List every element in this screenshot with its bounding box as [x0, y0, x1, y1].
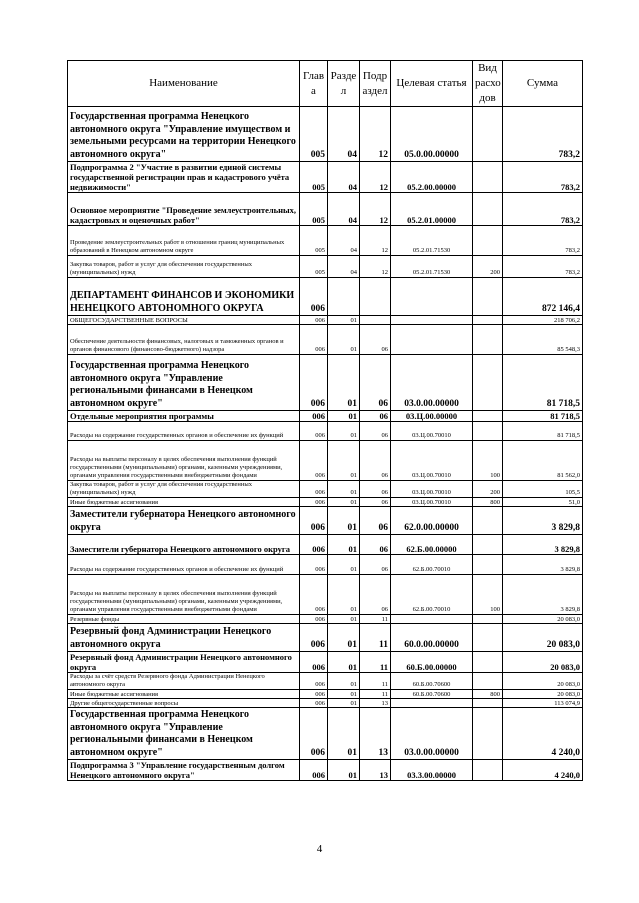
cell-rz: 01 — [328, 422, 360, 441]
cell-sum: 81 718,5 — [503, 422, 583, 441]
cell-pr — [360, 278, 391, 316]
cell-name: Расходы на содержание государственных органов и обеспечение их функций — [68, 555, 300, 575]
cell-cs — [391, 699, 473, 708]
table-row — [68, 708, 583, 760]
cell-gl: 006 — [300, 624, 328, 652]
cell-pr: 06 — [360, 498, 391, 507]
cell-name: Заместители губернатора Ненецкого автономного округа — [68, 507, 300, 535]
table-row — [68, 535, 583, 555]
cell-pr: 12 — [360, 256, 391, 278]
table-row — [68, 673, 583, 690]
cell-vr — [473, 624, 503, 652]
cell-rz: 01 — [328, 355, 360, 411]
cell-pr: 06 — [360, 441, 391, 481]
cell-vr — [473, 411, 503, 422]
header-name: Наименование — [68, 61, 300, 107]
cell-vr — [473, 193, 503, 226]
cell-pr: 11 — [360, 615, 391, 624]
cell-name: Другие общегосударственные вопросы — [68, 699, 300, 708]
cell-name: Основное мероприятие "Проведение землеустроительных, кадастровых и оценочных работ" — [68, 193, 300, 226]
cell-sum: 783,2 — [503, 162, 583, 193]
cell-gl: 005 — [300, 256, 328, 278]
cell-rz: 01 — [328, 690, 360, 699]
cell-sum: 20 083,0 — [503, 615, 583, 624]
table-row — [68, 256, 583, 278]
cell-name: Государственная программа Ненецкого автономного округа "Управление региональными финансами в Ненецком автономном округе" — [68, 708, 300, 760]
cell-vr — [473, 162, 503, 193]
table-header-row — [68, 61, 583, 107]
table-row — [68, 422, 583, 441]
cell-gl: 005 — [300, 193, 328, 226]
table-row — [68, 498, 583, 507]
cell-vr — [473, 226, 503, 256]
cell-name: Закупка товаров, работ и услуг для обеспечения государственных (муниципальных) нужд — [68, 481, 300, 498]
table-row — [68, 278, 583, 316]
cell-sum: 783,2 — [503, 107, 583, 162]
cell-cs: 03.Ц.00.70010 — [391, 422, 473, 441]
cell-cs — [391, 325, 473, 355]
cell-rz: 01 — [328, 708, 360, 760]
cell-vr — [473, 760, 503, 781]
cell-pr: 12 — [360, 162, 391, 193]
header-vid: Вид расхо дов — [473, 61, 503, 107]
cell-vr — [473, 278, 503, 316]
cell-rz: 01 — [328, 624, 360, 652]
cell-vr: 100 — [473, 575, 503, 615]
cell-name: Расходы на выплаты персоналу в целях обеспечения выполнения функций государственными (муниципальными) органами, казенными учреждениями, органами управления государственными внебюджетными фондами — [68, 575, 300, 615]
cell-sum: 3 829,8 — [503, 575, 583, 615]
cell-name: Государственная программа Ненецкого автономного округа "Управление региональными финансами в Ненецком автономном округе" — [68, 355, 300, 411]
header-glava: Глав а — [300, 61, 328, 107]
cell-rz: 01 — [328, 555, 360, 575]
cell-pr: 06 — [360, 422, 391, 441]
cell-gl: 006 — [300, 690, 328, 699]
cell-cs: 60.Б.00.00000 — [391, 652, 473, 673]
cell-rz — [328, 278, 360, 316]
cell-rz: 01 — [328, 699, 360, 708]
header-podrazdel: Подр аздел — [360, 61, 391, 107]
cell-cs: 05.2.01.00000 — [391, 193, 473, 226]
cell-name: Расходы на содержание государственных органов и обеспечение их функций — [68, 422, 300, 441]
cell-name: Проведение землеустроительных работ в отношении границ муниципальных образований в Ненецком автономном округе — [68, 226, 300, 256]
table-row — [68, 624, 583, 652]
table-row — [68, 316, 583, 325]
cell-name: Закупка товаров, работ и услуг для обеспечения государственных (муниципальных) нужд — [68, 256, 300, 278]
cell-rz: 01 — [328, 498, 360, 507]
cell-name: ДЕПАРТАМЕНТ ФИНАНСОВ И ЭКОНОМИКИ НЕНЕЦКОГО АВТОНОМНОГО ОКРУГА — [68, 278, 300, 316]
cell-sum: 783,2 — [503, 256, 583, 278]
cell-rz: 04 — [328, 107, 360, 162]
cell-cs: 03.Ц.00.70010 — [391, 498, 473, 507]
cell-cs — [391, 615, 473, 624]
cell-sum: 81 562,0 — [503, 441, 583, 481]
table-row — [68, 699, 583, 708]
cell-gl: 006 — [300, 615, 328, 624]
cell-name: ОБЩЕГОСУДАРСТВЕННЫЕ ВОПРОСЫ — [68, 316, 300, 325]
cell-gl: 006 — [300, 481, 328, 498]
cell-pr: 06 — [360, 535, 391, 555]
cell-sum: 81 718,5 — [503, 355, 583, 411]
header-target: Целевая статья — [391, 61, 473, 107]
cell-name: Заместители губернатора Ненецкого автономного округа — [68, 535, 300, 555]
cell-sum: 20 083,0 — [503, 624, 583, 652]
cell-cs — [391, 316, 473, 325]
table-row — [68, 355, 583, 411]
cell-gl: 006 — [300, 325, 328, 355]
cell-pr: 11 — [360, 624, 391, 652]
cell-rz: 01 — [328, 411, 360, 422]
cell-pr: 13 — [360, 760, 391, 781]
cell-cs: 05.0.00.00000 — [391, 107, 473, 162]
cell-rz: 01 — [328, 615, 360, 624]
cell-rz: 01 — [328, 535, 360, 555]
table-row — [68, 162, 583, 193]
cell-sum: 51,0 — [503, 498, 583, 507]
cell-gl: 006 — [300, 355, 328, 411]
cell-cs: 60.0.00.00000 — [391, 624, 473, 652]
cell-vr — [473, 673, 503, 690]
cell-name: Резервные фонды — [68, 615, 300, 624]
cell-gl: 006 — [300, 422, 328, 441]
cell-pr: 06 — [360, 481, 391, 498]
cell-gl: 006 — [300, 699, 328, 708]
table-row — [68, 226, 583, 256]
cell-sum: 20 083,0 — [503, 673, 583, 690]
cell-name: Подпрограмма 3 "Управление государственным долгом Ненецкого автономного округа" — [68, 760, 300, 781]
table-row — [68, 652, 583, 673]
cell-name: Расходы за счёт средств Резервного фонда Администрации Ненецкого автономного округа — [68, 673, 300, 690]
cell-cs: 62.Б.00.70010 — [391, 555, 473, 575]
cell-cs: 62.Б.00.00000 — [391, 535, 473, 555]
header-sum: Сумма — [503, 61, 583, 107]
table-row — [68, 690, 583, 699]
cell-cs: 03.Ц.00.70010 — [391, 441, 473, 481]
cell-gl: 006 — [300, 316, 328, 325]
cell-rz: 04 — [328, 193, 360, 226]
cell-vr: 800 — [473, 690, 503, 699]
cell-sum: 20 083,0 — [503, 690, 583, 699]
cell-sum: 783,2 — [503, 193, 583, 226]
cell-gl: 006 — [300, 708, 328, 760]
cell-pr: 12 — [360, 193, 391, 226]
cell-rz: 01 — [328, 760, 360, 781]
cell-pr: 11 — [360, 690, 391, 699]
cell-vr — [473, 535, 503, 555]
cell-pr — [360, 316, 391, 325]
cell-name: Резервный фонд Администрации Ненецкого автономного округа — [68, 624, 300, 652]
table-row — [68, 325, 583, 355]
cell-vr — [473, 107, 503, 162]
cell-pr: 06 — [360, 411, 391, 422]
cell-cs: 03.0.00.00000 — [391, 708, 473, 760]
cell-pr: 06 — [360, 325, 391, 355]
cell-cs: 05.2.01.71530 — [391, 256, 473, 278]
page-number: 4 — [316, 843, 323, 855]
cell-sum: 105,5 — [503, 481, 583, 498]
cell-rz: 01 — [328, 481, 360, 498]
cell-gl: 006 — [300, 498, 328, 507]
budget-table — [67, 60, 583, 781]
cell-pr: 11 — [360, 652, 391, 673]
table-row — [68, 107, 583, 162]
cell-sum: 4 240,0 — [503, 708, 583, 760]
cell-name: Иные бюджетные ассигнования — [68, 690, 300, 699]
cell-cs: 03.0.00.00000 — [391, 355, 473, 411]
cell-vr — [473, 615, 503, 624]
cell-pr: 06 — [360, 507, 391, 535]
cell-name: Подпрограмма 2 "Участие в развитии единой системы государственной регистрации прав и кадастрового учёта недвижимости" — [68, 162, 300, 193]
cell-cs: 62.Б.00.70010 — [391, 575, 473, 615]
cell-rz: 04 — [328, 226, 360, 256]
cell-vr: 800 — [473, 498, 503, 507]
cell-rz: 01 — [328, 325, 360, 355]
cell-vr — [473, 507, 503, 535]
cell-vr — [473, 422, 503, 441]
cell-name: Расходы на выплаты персоналу в целях обеспечения выполнения функций государственными (муниципальными) органами, казенными учреждениями, органами управления государственными внебюджетными фондами — [68, 441, 300, 481]
cell-pr: 13 — [360, 708, 391, 760]
table-row — [68, 507, 583, 535]
table-row — [68, 441, 583, 481]
cell-sum: 4 240,0 — [503, 760, 583, 781]
cell-gl: 006 — [300, 441, 328, 481]
cell-pr: 06 — [360, 355, 391, 411]
cell-sum: 783,2 — [503, 226, 583, 256]
cell-vr: 200 — [473, 481, 503, 498]
cell-sum: 20 083,0 — [503, 652, 583, 673]
cell-rz: 01 — [328, 575, 360, 615]
cell-name: Обеспечение деятельности финансовых, налоговых и таможенных органов и органов финансового (финансово-бюджетного) надзора — [68, 325, 300, 355]
cell-cs: 03.Ц.00.70010 — [391, 481, 473, 498]
cell-gl: 006 — [300, 652, 328, 673]
cell-gl: 006 — [300, 575, 328, 615]
cell-cs: 03.3.00.00000 — [391, 760, 473, 781]
cell-name: Отдельные мероприятия программы — [68, 411, 300, 422]
cell-vr — [473, 699, 503, 708]
cell-cs: 03.Ц.00.00000 — [391, 411, 473, 422]
table-row — [68, 411, 583, 422]
cell-vr — [473, 708, 503, 760]
cell-cs: 60.Б.00.70600 — [391, 673, 473, 690]
cell-rz: 01 — [328, 673, 360, 690]
table-body — [68, 107, 583, 781]
cell-gl: 005 — [300, 226, 328, 256]
cell-pr: 13 — [360, 699, 391, 708]
cell-vr — [473, 555, 503, 575]
cell-cs: 62.0.00.00000 — [391, 507, 473, 535]
cell-sum: 3 829,8 — [503, 507, 583, 535]
cell-name: Государственная программа Ненецкого автономного округа "Управление имуществом и земельными ресурсами на территории Ненецкого автономного округа" — [68, 107, 300, 162]
cell-rz: 01 — [328, 441, 360, 481]
cell-rz: 01 — [328, 316, 360, 325]
cell-sum: 3 829,8 — [503, 555, 583, 575]
cell-sum: 3 829,8 — [503, 535, 583, 555]
cell-pr: 06 — [360, 575, 391, 615]
table-row — [68, 760, 583, 781]
table-row — [68, 615, 583, 624]
cell-vr: 200 — [473, 256, 503, 278]
table-row — [68, 575, 583, 615]
cell-pr: 12 — [360, 107, 391, 162]
cell-vr — [473, 316, 503, 325]
cell-pr: 12 — [360, 226, 391, 256]
table-row — [68, 481, 583, 498]
cell-gl: 006 — [300, 507, 328, 535]
cell-cs: 05.2.01.71530 — [391, 226, 473, 256]
cell-vr — [473, 652, 503, 673]
cell-pr: 11 — [360, 673, 391, 690]
cell-name: Иные бюджетные ассигнования — [68, 498, 300, 507]
cell-cs: 60.Б.00.70600 — [391, 690, 473, 699]
cell-rz: 04 — [328, 256, 360, 278]
cell-vr — [473, 355, 503, 411]
cell-cs — [391, 278, 473, 316]
cell-gl: 005 — [300, 107, 328, 162]
cell-vr: 100 — [473, 441, 503, 481]
cell-pr: 06 — [360, 555, 391, 575]
cell-sum: 85 548,3 — [503, 325, 583, 355]
header-razdel: Разде л — [328, 61, 360, 107]
cell-name: Резервный фонд Администрации Ненецкого автономного округа — [68, 652, 300, 673]
cell-rz: 04 — [328, 162, 360, 193]
cell-gl: 006 — [300, 673, 328, 690]
cell-rz: 01 — [328, 507, 360, 535]
cell-gl: 006 — [300, 278, 328, 316]
cell-cs: 05.2.00.00000 — [391, 162, 473, 193]
table-row — [68, 555, 583, 575]
cell-gl: 006 — [300, 555, 328, 575]
cell-rz: 01 — [328, 652, 360, 673]
cell-vr — [473, 325, 503, 355]
table-row — [68, 193, 583, 226]
cell-sum: 113 074,9 — [503, 699, 583, 708]
cell-gl: 006 — [300, 411, 328, 422]
cell-gl: 006 — [300, 535, 328, 555]
cell-gl: 005 — [300, 162, 328, 193]
cell-gl: 006 — [300, 760, 328, 781]
cell-sum: 218 706,2 — [503, 316, 583, 325]
cell-sum: 81 718,5 — [503, 411, 583, 422]
cell-sum: 872 146,4 — [503, 278, 583, 316]
